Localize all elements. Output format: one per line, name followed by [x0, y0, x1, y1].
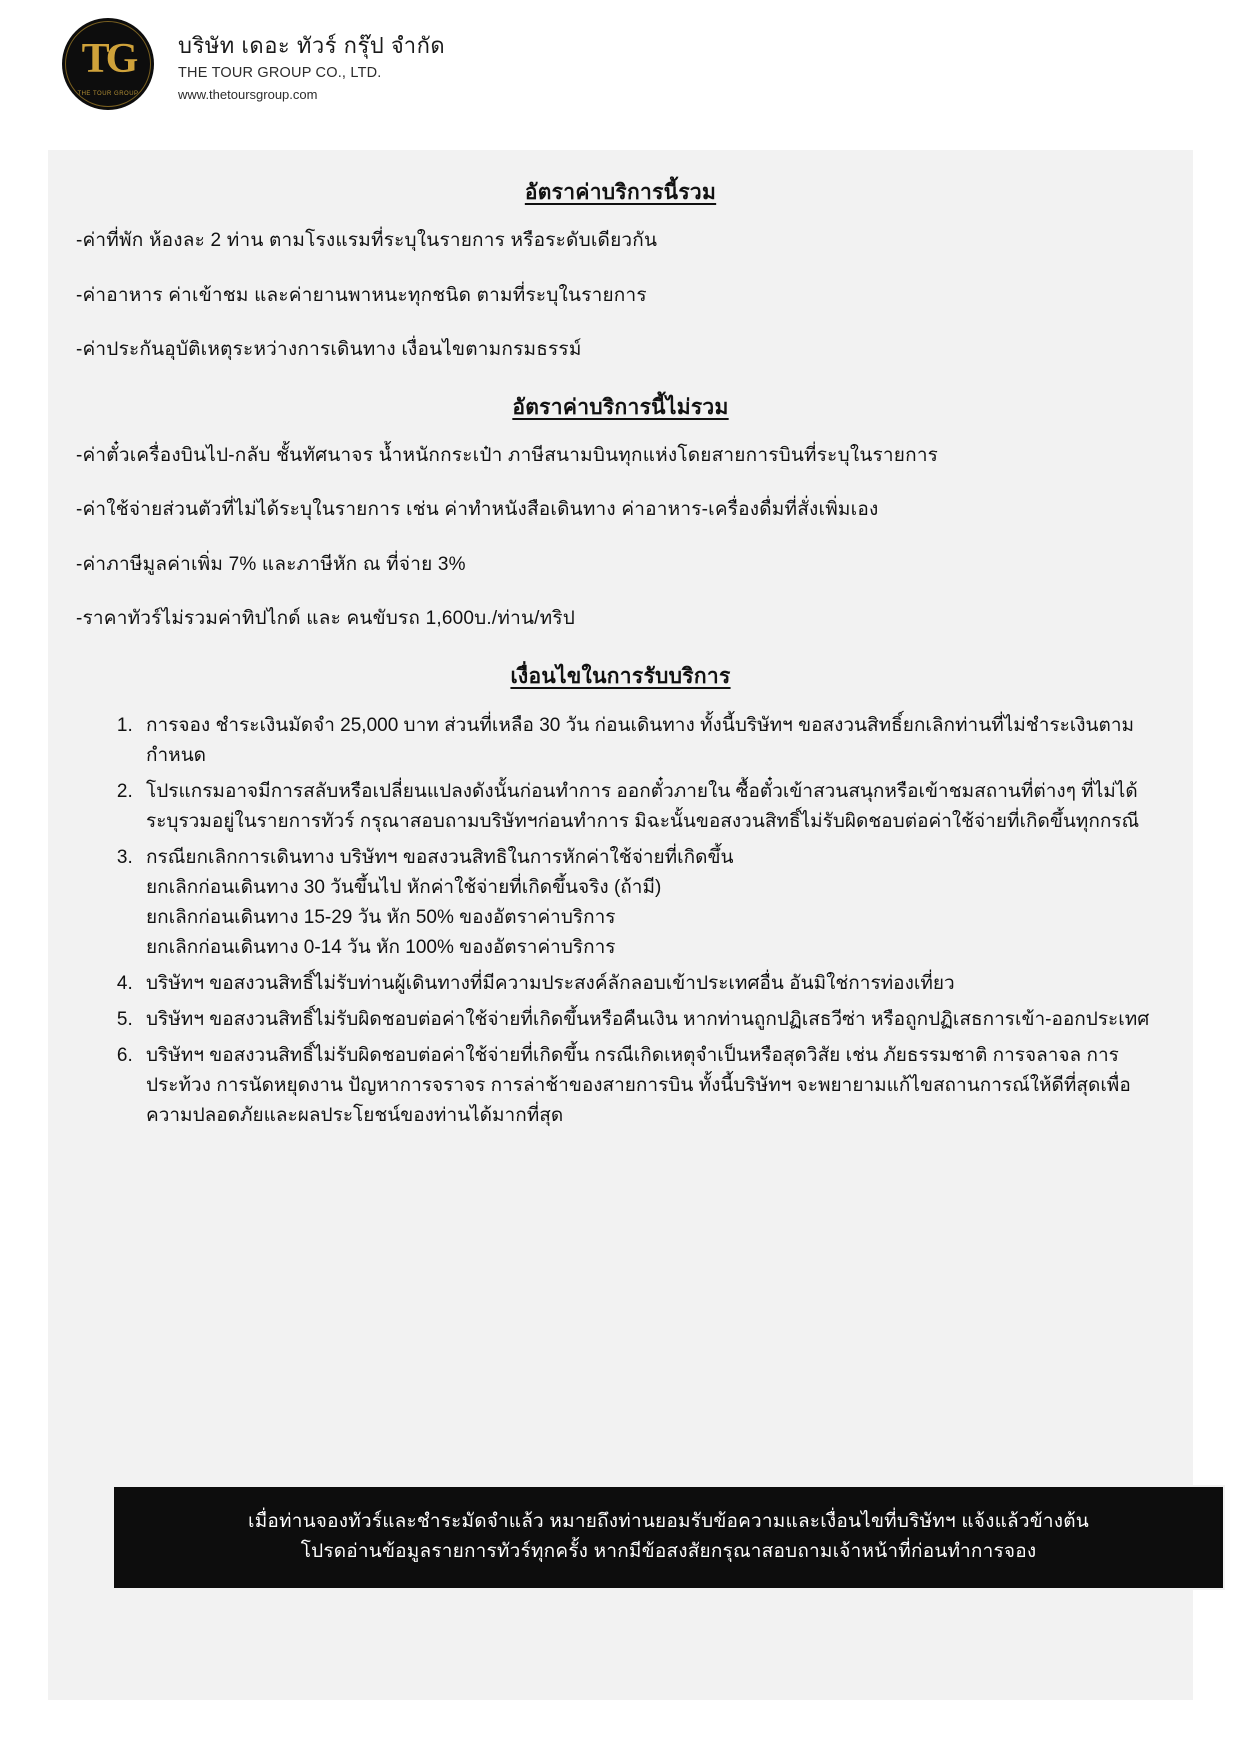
document-header	[62, 18, 445, 110]
terms-panel	[48, 150, 1193, 1700]
condition-text: กรณียกเลิกการเดินทาง บริษัทฯ ขอสงวนสิทธิในการหักค่าใช้จ่ายที่เกิดขึ้น	[146, 846, 734, 868]
excluded-item: -ค่าใช้จ่ายส่วนตัวที่ไม่ได้ระบุในรายการ เช่น ค่าทำหนังสือเดินทาง ค่าอาหาร-เครื่องดื่มที่สั่งเพิ่มเอง	[76, 499, 879, 520]
condition-text: บริษัทฯ ขอสงวนสิทธิ์ไม่รับผิดชอบต่อค่าใช้จ่ายที่เกิดขึ้นหรือคืนเงิน หากท่านถูกปฏิเสธวีซ่า หรือถูกปฏิเสธการเข้า-ออกประเทศ	[146, 1008, 1150, 1030]
excluded-section-title: อัตราค่าบริการนี้ไม่รวม	[512, 395, 729, 419]
logo-circle	[62, 18, 154, 110]
condition-text: บริษัทฯ ขอสงวนสิทธิ์ไม่รับผิดชอบต่อค่าใช้จ่ายที่เกิดขึ้น กรณีเกิดเหตุจำเป็นหรือสุดวิสัย เช่น ภัยธรรมชาติ การจลาจล การประท้วง การนัดหยุดงาน ปัญหาการจราจร การล่าช้าของสายการบิน ทั้งนี้บริษัทฯ จะพยายามแก้ไขสถานการณ์ให้ดีที่สุดเพื่อความปลอดภัยและผลประโยชน์ของท่านได้มากที่สุด	[146, 1044, 1131, 1126]
logo-caption: THE TOUR GROUP	[77, 91, 139, 97]
acknowledgement-line-1: เมื่อท่านจองทัวร์และชำระมัดจำแล้ว หมายถึงท่านยอมรับข้อความและเงื่อนไขที่บริษัทฯ แจ้งแล้วข้างต้น	[248, 1511, 1089, 1533]
list-item	[138, 843, 1165, 963]
included-item: -ค่าประกันอุบัติเหตุระหว่างการเดินทาง เงื่อนไขตามกรมธรรม์	[76, 339, 582, 360]
conditions-list	[76, 711, 1165, 1131]
condition-text: บริษัทฯ ขอสงวนสิทธิ์ไม่รับท่านผู้เดินทางที่มีความประสงค์ลักลอบเข้าประเทศอื่น อันมิใช่การท่องเที่ยว	[146, 972, 955, 994]
excluded-item: -ค่าตั๋วเครื่องบินไป-กลับ ชั้นทัศนาจร น้ำหนักกระเป๋า ภาษีสนามบินทุกแห่งโดยสายการบินที่ระบุในรายการ	[76, 444, 939, 466]
logo-monogram: TG	[81, 36, 135, 82]
condition-subline: ยกเลิกก่อนเดินทาง 0-14 วัน หัก 100% ของอัตราค่าบริการ	[146, 936, 616, 958]
excluded-item: -ราคาทัวร์ไม่รวมค่าทิปไกด์ และ คนขับรถ 1,600บ./ท่าน/ทริป	[76, 608, 576, 629]
condition-subline: ยกเลิกก่อนเดินทาง 15-29 วัน หัก 50% ของอัตราค่าบริการ	[146, 906, 616, 928]
acknowledgement-box	[114, 1487, 1223, 1588]
acknowledgement-line-2: โปรดอ่านข้อมูลรายการทัวร์ทุกครั้ง หากมีข้อสงสัยกรุณาสอบถามเจ้าหน้าที่ก่อนทำการจอง	[300, 1540, 1037, 1562]
conditions-section-title: เงื่อนไขในการรับบริการ	[510, 664, 731, 688]
company-name-thai: บริษัท เดอะ ทัวร์ กรุ๊ป จำกัด	[178, 33, 446, 58]
company-identity	[178, 18, 445, 102]
company-logo	[62, 18, 154, 110]
included-item: -ค่าอาหาร ค่าเข้าชม และค่ายานพาหนะทุกชนิด ตามที่ระบุในรายการ	[76, 284, 647, 306]
company-name-english: THE TOUR GROUP CO., LTD.	[178, 64, 382, 81]
list-item	[138, 1005, 1165, 1035]
condition-subline: ยกเลิกก่อนเดินทาง 30 วันขึ้นไป หักค่าใช้จ่ายที่เกิดขึ้นจริง (ถ้ามี)	[146, 876, 662, 898]
list-item	[138, 777, 1165, 837]
included-item: -ค่าที่พัก ห้องละ 2 ท่าน ตามโรงแรมที่ระบุในรายการ หรือระดับเดียวกัน	[76, 230, 658, 251]
included-section-title: อัตราค่าบริการนี้รวม	[524, 181, 717, 204]
list-item	[138, 711, 1165, 771]
excluded-item: -ค่าภาษีมูลค่าเพิ่ม 7% และภาษีหัก ณ ที่จ่าย 3%	[76, 553, 466, 575]
company-website: www.thetoursgroup.com	[178, 86, 318, 102]
condition-text: โปรแกรมอาจมีการสลับหรือเปลี่ยนแปลงดังนั้นก่อนทำการ ออกตั๋วภายใน ซื้อตั๋วเข้าสวนสนุกหรือเข้าชมสถานที่ต่างๆ ที่ไม่ได้ระบุรวมอยู่ในรายการทัวร์ กรุณาสอบถามบริษัทฯก่อนทำการ มิฉะนั้นขอสงวนสิทธิ์ไม่รับผิดชอบต่อค่าใช้จ่ายที่เกิดขึ้นทุกกรณี	[146, 780, 1140, 832]
condition-text: การจอง ชำระเงินมัดจำ 25,000 บาท ส่วนที่เหลือ 30 วัน ก่อนเดินทาง ทั้งนี้บริษัทฯ ขอสงวนสิทธิ์ยกเลิกท่านที่ไม่ชำระเงินตามกำหนด	[146, 714, 1135, 766]
list-item	[138, 1041, 1165, 1131]
list-item	[138, 969, 1165, 999]
